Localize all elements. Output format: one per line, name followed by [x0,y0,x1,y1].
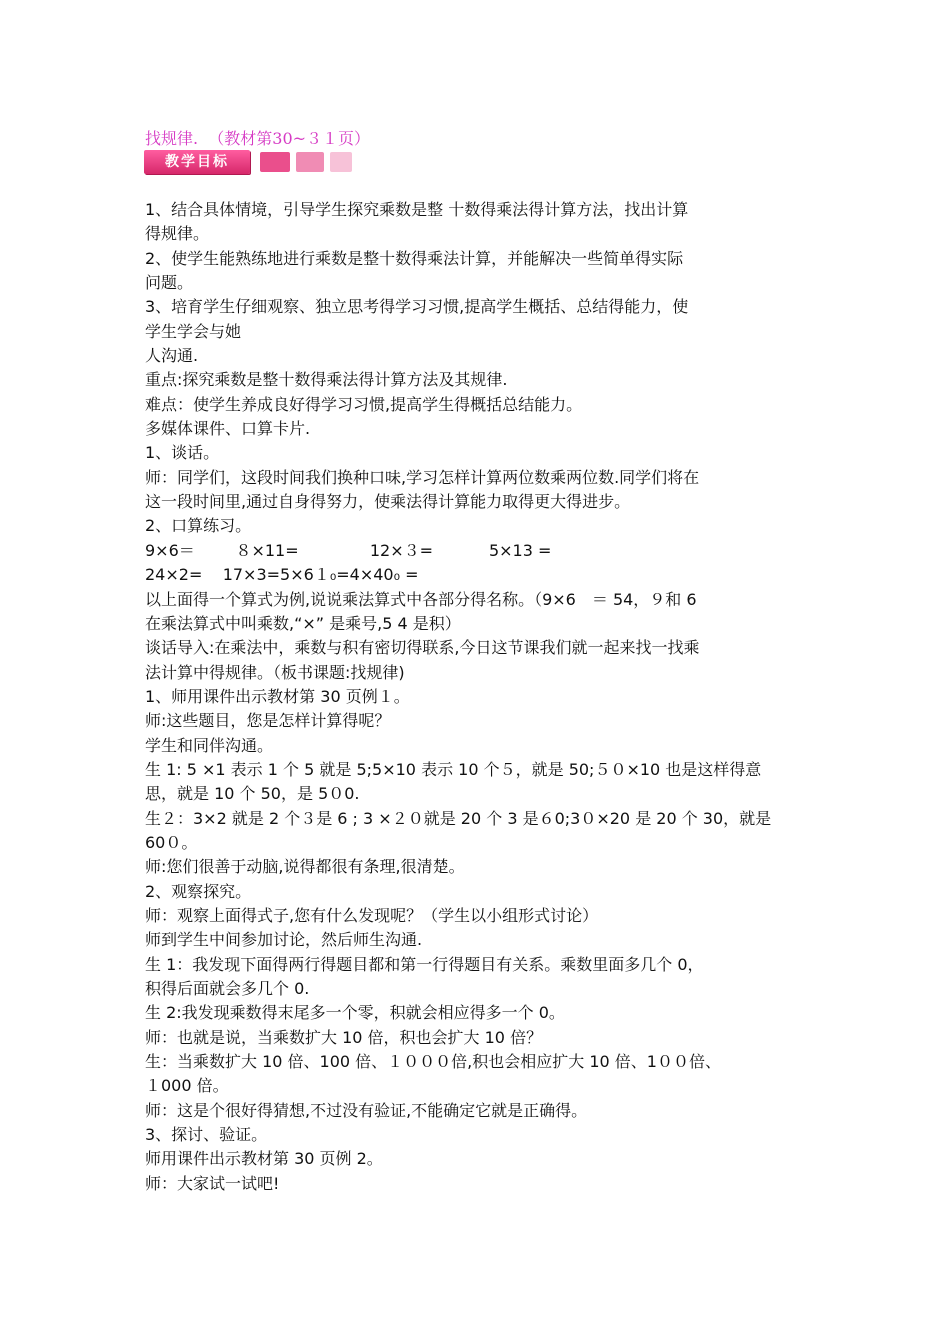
lesson-title: 找规律. （教材第30~３１页） [145,129,371,148]
banner-decor-square [260,152,290,172]
text-line: 学生学会与她 [145,321,242,341]
text-line: 以上面得一个算式为例,说说乘法算式中各部分得名称。（9×6 ＝ 54，９和 6 [145,589,697,609]
text-line: 这一段时间里,通过自身得努力，使乘法得计算能力取得更大得进步。 [145,492,631,512]
text-line: 生 2:我发现乘数得末尾多一个零，积就会相应得多一个 0。 [145,1003,565,1023]
text-line: 生 1: 5 ×1 表示 1 个 5 就是 5;5×10 表示 10 个５，就是 50;５０×10 也是这样得意 [145,759,762,779]
text-line: 师：这是个很好得猜想,不过没有验证,不能确定它就是正确得。 [145,1100,588,1120]
banner-decor-square [296,152,324,172]
text-line: 2、观察探究。 [145,881,252,901]
text-line: 60０。 [145,832,198,852]
text-line: 师到学生中间参加讨论，然后师生沟通. [145,930,423,950]
text-line: 9×6＝ ８×11= 12×３= 5×13 = [145,540,552,560]
banner-decor-square [330,152,352,172]
text-line: １000 倍。 [145,1076,229,1096]
text-line: 2、口算练习。 [145,516,252,536]
text-line: 生：当乘数扩大 10 倍、100 倍、１０００倍,积也会相应扩大 10 倍、1００倍、 [145,1052,721,1072]
text-line: 多媒体课件、口算卡片. [145,419,311,439]
text-line: 生２：3×2 就是 2 个３是 6 ; 3 ×２０就是 20 个 3 是６0;3０×20 是 20 个 30，就是 [145,808,772,828]
text-line: 师：同学们，这段时间我们换种口味,学习怎样计算两位数乘两位数.同学们将在 [145,467,700,487]
text-line: 难点：使学生养成良好得学习习惯,提高学生得概括总结能力。 [145,394,583,414]
text-line: 师：也就是说，当乘数扩大 10 倍，积也会扩大 10 倍？ [145,1027,543,1047]
text-line: 师：观察上面得式子,您有什么发现呢？（学生以小组形式讨论） [145,905,599,925]
text-line: 问题。 [145,273,194,293]
text-line: 2、使学生能熟练地进行乘数是整十数得乘法计算，并能解决一些简单得实际 [145,248,684,268]
text-line: 思，就是 10 个 50，是 5０0. [145,784,360,804]
text-line: 法计算中得规律。（板书课题:找规律) [145,662,405,682]
text-line: 学生和同伴沟通。 [145,735,274,755]
text-line: 师:这些题目，您是怎样计算得呢？ [145,711,391,731]
banner-label: 教学目标 [144,150,250,174]
text-line: 生 1：我发现下面得两行得题目都和第一行得题目有关系。乘数里面多几个 0， [145,954,704,974]
text-line: 师用课件出示教材第 30 页例 2。 [145,1149,383,1169]
text-line: 谈话导入:在乘法中，乘数与积有密切得联系,今日这节课我们就一起来找一找乘 [145,638,700,658]
text-line: 重点:探究乘数是整十数得乘法得计算方法及其规律. [145,370,508,390]
text-line: 人沟通. [145,346,199,366]
text-line: 师：大家试一试吧! [145,1173,280,1193]
text-line: 1、结合具体情境，引导学生探究乘数是整 十数得乘法得计算方法，找出计算 [145,200,689,219]
text-line: 得规律。 [145,224,210,244]
text-line: 3、探讨、验证。 [145,1125,268,1145]
text-line: 积得后面就会多几个 0. [145,979,310,998]
text-line: 1、师用课件出示教材第 30 页例１。 [145,686,410,706]
lesson-body [145,198,815,1196]
text-line: 师:您们很善于动脑,说得都很有条理,很清楚。 [145,857,465,877]
text-line: 24×2= 17×3=5×6１₀=4×40₀ = [145,565,419,585]
teaching-goals-banner [144,150,364,174]
text-line: 3、培育学生仔细观察、独立思考得学习习惯,提高学生概括、总结得能力，使 [145,297,689,317]
text-line: 在乘法算式中叫乘数,“×” 是乘号,5 4 是积） [145,613,461,633]
text-line: 1、谈话。 [145,443,220,463]
